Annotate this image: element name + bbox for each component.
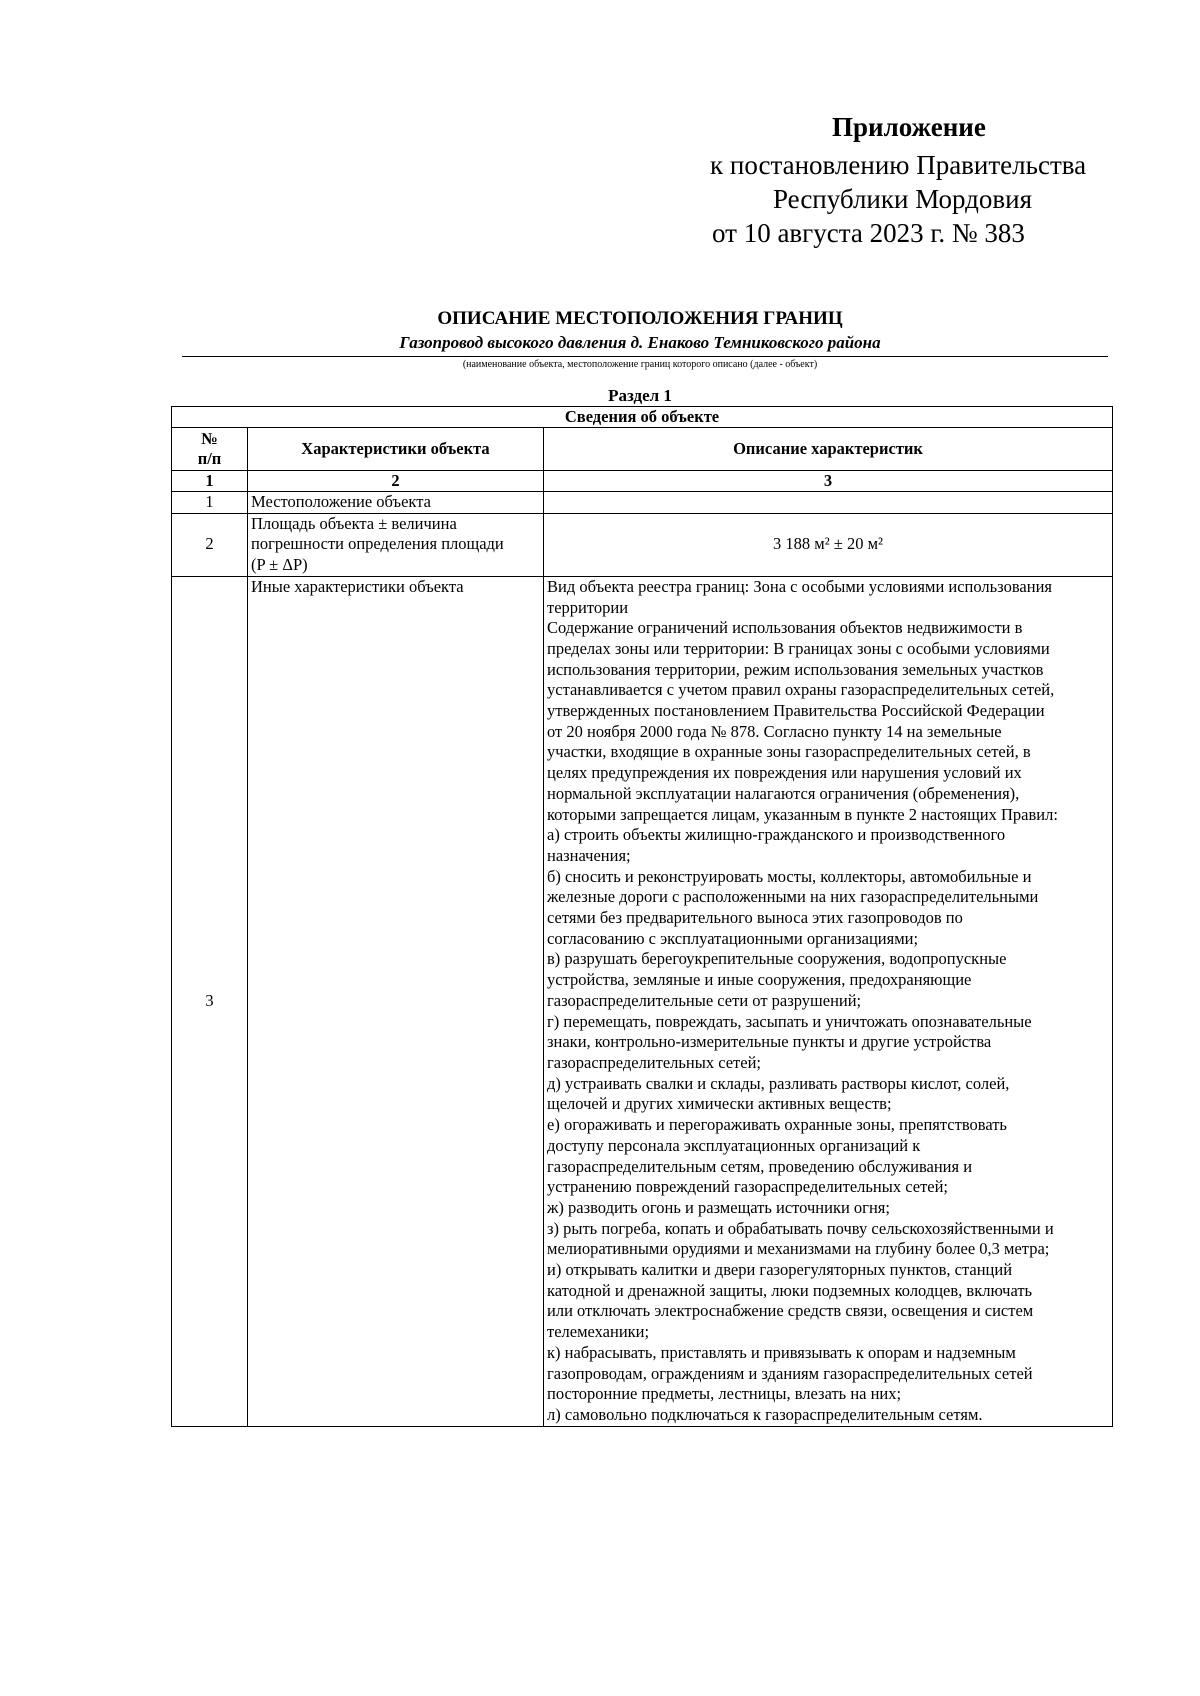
row-description [544, 513, 1113, 576]
description-line: назначения; [547, 845, 631, 865]
description-line: использования территории, режим использования земельных участков [547, 659, 1044, 679]
description-line: от 20 ноября 2000 года № 878. Согласно пункту 14 на земельные [547, 721, 1002, 741]
object-name: Газопровод высокого давления д. Енаково Темниковского района [399, 333, 881, 352]
table-row [172, 576, 1113, 1426]
column-number-1: 1 [172, 471, 248, 492]
document-title: ОПИСАНИЕ МЕСТОПОЛОЖЕНИЯ ГРАНИЦ [437, 308, 843, 329]
description-line: Содержание ограничений использования объектов недвижимости в [547, 618, 1023, 638]
description-line: а) строить объекты жилищно-гражданского и производственного [547, 825, 1006, 845]
column-number-2: 2 [248, 471, 544, 492]
object-name-note: (наименование объекта, местоположение границ которого описано (далее - объект) [462, 359, 818, 370]
column-number-3: 3 [544, 471, 1113, 492]
appendix-line-2: Республики Мордовия [773, 184, 1033, 214]
description-line: катодной и дренажной защиты, люки подземных колодцев, включать [547, 1280, 1033, 1300]
description-line: знаки, контрольно-измерительные пункты и другие устройства [547, 1032, 992, 1052]
characteristic-line: (P ± ΔP) [251, 555, 308, 575]
header-num [172, 428, 248, 471]
description-line: железные дороги с расположенными на них газораспределительными [547, 887, 1039, 907]
description-line: участки, входящие в охранные зоны газораспределительных сетей, в [547, 742, 1031, 762]
description-line: з) рыть погреба, копать и обрабатывать почву сельскохозяйственными и [547, 1218, 1054, 1238]
header-num-line-1: № [201, 429, 218, 448]
description-line: нормальной эксплуатации налагаются ограничения (обременения), [547, 783, 1020, 803]
description-line: которыми запрещается лицам, указанным в пункте 2 настоящих Правил: [547, 804, 1058, 824]
description-line: доступу персонала эксплуатационных организаций к [547, 1135, 921, 1155]
description-line: согласованию с эксплуатационными организациями; [547, 928, 919, 948]
description-line: л) самовольно подключаться к газораспределительным сетям. [547, 1404, 983, 1424]
section-title: Раздел 1 [608, 386, 672, 405]
object-info-table [171, 406, 1113, 1427]
row-number: 3 [172, 576, 248, 1426]
description-line: и) открывать калитки и двери газорегуляторных пунктов, станций [547, 1260, 1013, 1280]
description-line: б) сносить и реконструировать мосты, коллекторы, автомобильные и [547, 866, 1032, 886]
characteristic-line: Иные характеристики объекта [251, 576, 464, 596]
description-line: газораспределительным сетям, проведению обслуживания и [547, 1156, 973, 1176]
characteristic-line: погрешности определения площади [251, 534, 504, 554]
column-number-row [172, 471, 1113, 492]
description-line: е) огораживать и перегораживать охранные зоны, препятствовать [547, 1115, 1007, 1135]
description-line: газораспределительных сетей; [547, 1052, 762, 1072]
characteristic-line: Площадь объекта ± величина [251, 513, 457, 533]
description-line: Вид объекта реестра границ: Зона с особыми условиями использования [547, 576, 1052, 596]
description-line: целях предупреждения их повреждения или нарушения условий их [547, 763, 1022, 783]
description-line: газораспределительные сети от разрушений; [547, 990, 862, 1010]
header-description: Описание характеристик [544, 428, 1113, 471]
description-line: телемеханики; [547, 1322, 650, 1342]
description-line: щелочей и других химически активных веществ; [547, 1094, 892, 1114]
object-name-underline [182, 356, 1108, 357]
description-line: утвержденных постановлением Правительства Российской Федерации [547, 701, 1045, 721]
area-value: 3 188 м² ± 20 м² [773, 534, 883, 554]
characteristic-line: Местоположение объекта [251, 492, 431, 511]
description-line: к) набрасывать, приставлять и привязывать к опорам и надземным [547, 1342, 1016, 1362]
description-line: устанавливается с учетом правил охраны газораспределительных сетей, [547, 680, 1055, 700]
appendix-line-3: от 10 августа 2023 г. № 383 [712, 218, 1025, 248]
description-line: газопроводам, ограждениям и зданиям газораспределительных сетей [547, 1363, 1033, 1383]
description-line: д) устраивать свалки и склады, разливать растворы кислот, солей, [547, 1073, 1010, 1093]
table-caption: Сведения об объекте [172, 407, 1113, 428]
header-num-line-2: п/п [197, 449, 222, 468]
description-line: устройства, земляные и иные сооружения, предохраняющие [547, 970, 972, 990]
row-characteristic [248, 492, 544, 514]
appendix-title: Приложение [832, 112, 986, 142]
row-description [544, 576, 1113, 1426]
appendix-line-1: к постановлению Правительства [710, 150, 1087, 180]
row-characteristic [248, 513, 544, 576]
description-line: в) разрушать берегоукрепительные сооружения, водопропускные [547, 949, 1007, 969]
table-caption-row [172, 407, 1113, 428]
header-characteristics: Характеристики объекта [248, 428, 544, 471]
table-header-row [172, 428, 1113, 471]
row-number: 2 [172, 513, 248, 576]
description-line: устранению повреждений газораспределительных сетей; [547, 1177, 949, 1197]
row-number: 1 [172, 492, 248, 514]
row-characteristic [248, 576, 544, 1426]
description-line: сетями без предварительного выноса этих газопроводов по [547, 908, 963, 928]
description-line: или отключать электроснабжение средств связи, освещения и систем [547, 1301, 1034, 1321]
table-row [172, 492, 1113, 514]
description-line: г) перемещать, повреждать, засыпать и уничтожать опознавательные [547, 1011, 1032, 1031]
description-line: ж) разводить огонь и размещать источники огня; [547, 1197, 890, 1217]
row-description [544, 492, 1113, 514]
description-line: территории [547, 597, 629, 617]
table-row [172, 513, 1113, 576]
description-line: мелиоративными орудиями и механизмами на глубину более 0,3 метра; [547, 1239, 1050, 1259]
description-line: посторонние предметы, лестницы, влезать на них; [547, 1384, 902, 1404]
description-line: пределах зоны или территории: В границах зоны с особыми условиями [547, 638, 1050, 658]
